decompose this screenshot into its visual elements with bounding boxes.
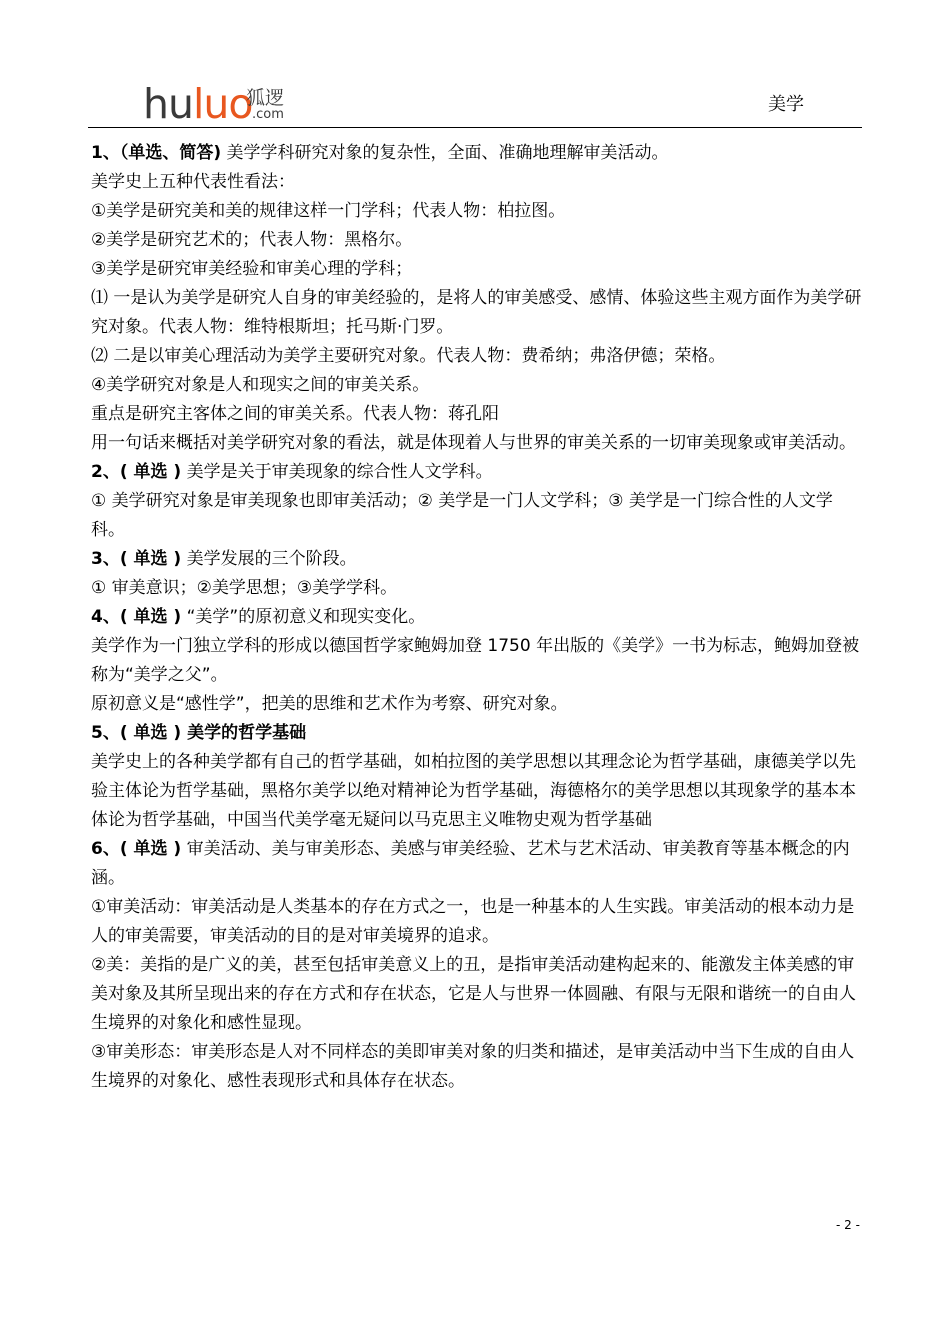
question-label: 3、( 单选 ) (91, 549, 182, 569)
body-paragraph: ⑵ 二是以审美心理活动为美学主要研究对象。代表人物：费希纳；弗洛伊德；荣格。 (91, 346, 726, 366)
body-paragraph: ①审美活动：审美活动是人类基本的存在方式之一，也是一种基本的人生实践。审美活动的根本动力是人的审美需要，审美活动的目的是对审美境界的追求。 (91, 897, 855, 946)
question-heading (91, 719, 863, 748)
logo-text-hu: hu (143, 80, 193, 128)
body-paragraph: ① 审美意识；②美学思想；③美学学科。 (91, 578, 398, 598)
document-body (91, 139, 863, 1096)
question-label: 1、（单选、简答) (91, 143, 222, 163)
body-paragraph: ②美：美指的是广义的美，甚至包括审美意义上的丑，是指审美活动建构起来的、能激发主体美感的审美对象及其所呈现出来的存在方式和存在状态，它是人与世界一体圆融、有限与无限和谐统一的自由人生境界的对象化和感性显现。 (91, 955, 856, 1033)
question-label: 6、( 单选 ) (91, 839, 182, 859)
question-text: 美学学科研究对象的复杂性，全面、准确地理解审美活动。 (221, 143, 669, 163)
header-divider (88, 127, 862, 128)
body-paragraph: ④美学研究对象是人和现实之间的审美关系。 (91, 375, 430, 395)
question-heading (91, 545, 863, 574)
body-paragraph: ②美学是研究艺术的；代表人物：黑格尔。 (91, 230, 413, 250)
body-paragraph: 美学史上的各种美学都有自己的哲学基础，如柏拉图的美学思想以其理念论为哲学基础，康德美学以先验主体论为哲学基础，黑格尔美学以绝对精神论为哲学基础，海德格尔的美学思想以其现象学的基本本体论为哲学基础，中国当代美学毫无疑问以马克思主义唯物史观为哲学基础 (91, 752, 856, 830)
body-paragraph: ⑴ 一是认为美学是研究人自身的审美经验的，是将人的审美感受、感情、体验这些主观方面作为美学研究对象。代表人物：维特根斯坦；托马斯·门罗。 (91, 288, 862, 337)
question-heading (91, 458, 863, 487)
body-paragraph: 原初意义是“感性学”，把美的思维和艺术作为考察、研究对象。 (91, 694, 568, 714)
question-label: 4、( 单选 ) (91, 607, 182, 627)
question-text: “美学”的原初意义和现实变化。 (181, 607, 426, 627)
logo-chinese-text: 狐逻 (246, 87, 285, 109)
logo-text-luo: luo (192, 80, 253, 128)
body-paragraph: 用一句话来概括对美学研究对象的看法，就是体现着人与世界的审美关系的一切审美现象或审美活动。 (91, 433, 856, 453)
question-heading (91, 835, 863, 893)
body-paragraph: ①美学是研究美和美的规律这样一门学科；代表人物：柏拉图。 (91, 201, 566, 221)
logo-wordmark (143, 80, 253, 128)
question-heading (91, 603, 863, 632)
question-text: 审美活动、美与审美形态、美感与审美经验、艺术与艺术活动、审美教育等基本概念的内涵。 (91, 839, 850, 888)
body-paragraph: 美学史上五种代表性看法： (91, 172, 295, 192)
body-paragraph: 重点是研究主客体之间的审美关系。代表人物：蒋孔阳 (91, 404, 499, 424)
logo-domain-text: .com (252, 107, 284, 122)
body-paragraph: 美学作为一门独立学科的形成以德国哲学家鲍姆加登 1750 年出版的《美学》一书为标志，鲍姆加登被称为“美学之父”。 (91, 636, 860, 685)
question-text: 美学发展的三个阶段。 (181, 549, 357, 569)
body-paragraph: ① 美学研究对象是审美现象也即审美活动；② 美学是一门人文学科；③ 美学是一门综合性的人文学科。 (91, 491, 833, 540)
question-text: 美学是关于审美现象的综合性人文学科。 (181, 462, 493, 482)
question-heading (91, 139, 863, 168)
body-paragraph: ③美学是研究审美经验和审美心理的学科； (91, 259, 413, 279)
question-label: 2、( 单选 ) (91, 462, 182, 482)
question-label: 5、( 单选 ) 美学的哲学基础 (91, 723, 307, 743)
header-title: 美学 (768, 94, 804, 115)
page-number: - 2 - (836, 1218, 860, 1232)
body-paragraph: ③审美形态：审美形态是人对不同样态的美即审美对象的归类和描述，是审美活动中当下生成的自由人生境界的对象化、感性表现形式和具体存在状态。 (91, 1042, 855, 1091)
